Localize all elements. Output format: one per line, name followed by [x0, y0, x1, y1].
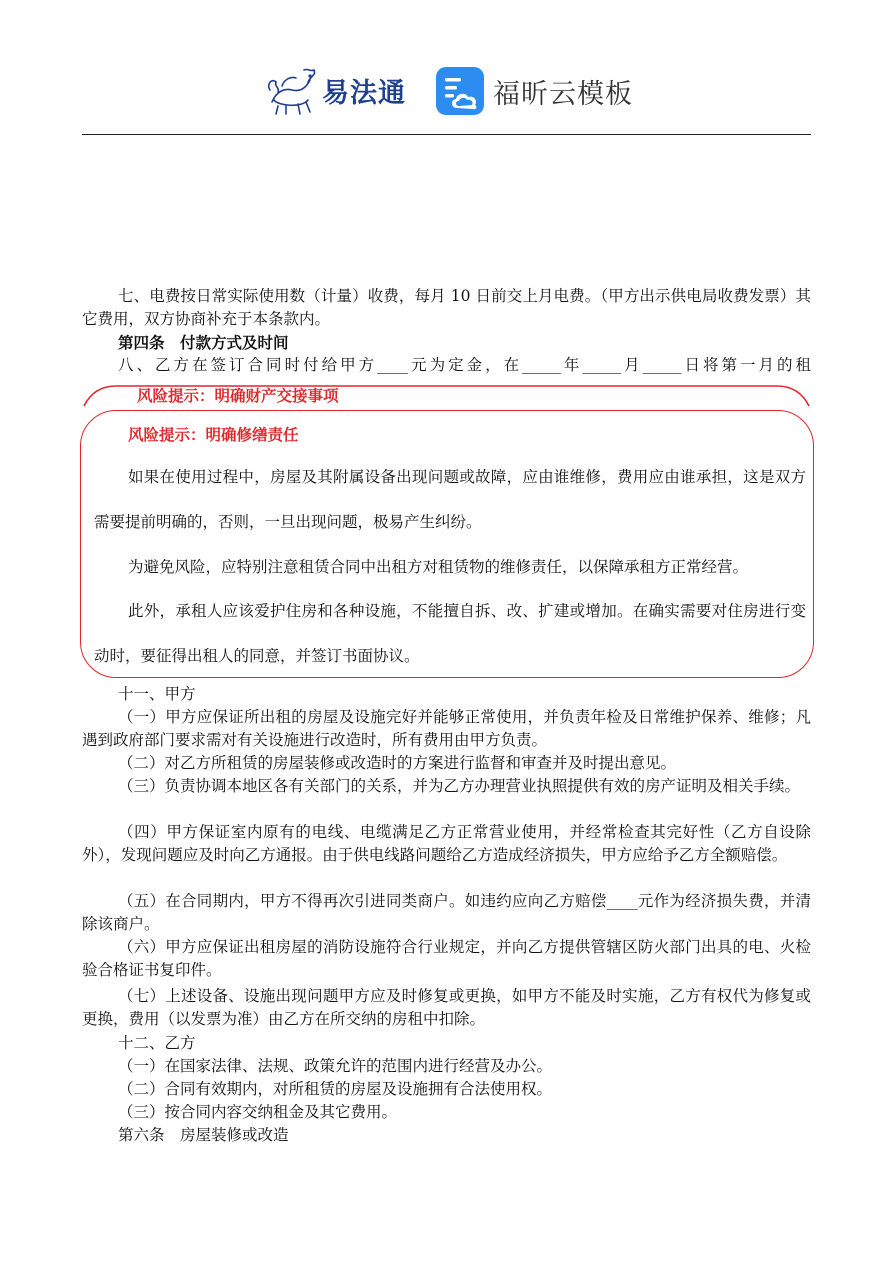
header-divider — [82, 134, 811, 135]
article-6-heading: 第六条 房屋装修或改造 — [118, 1126, 289, 1144]
clause-7-electricity: 七、电费按日常实际使用数（计量）收费，每月 10 日前交上月电费。（甲方出示供电局收费发票）其它费用，双方协商补充于本条款内。 — [82, 287, 811, 328]
clause-11-item-1: （一）甲方应保证所出租的房屋及设施完好并能够正常使用，并负责年检及日常维护保养、维修；凡遇到政府部门要求需对有关设施进行改造时，所有费用由甲方负责。 — [82, 708, 811, 749]
clause-11-item-7: （七）上述设备、设施出现问题甲方应及时修复或更换，如甲方不能及时实施，乙方有权代为修复或更换，费用（以发票为准）由乙方在所交纳的房租中扣除。 — [82, 987, 811, 1028]
clause-12-party-b-heading: 十二、乙方 — [118, 1034, 196, 1052]
clause-11-party-a-heading: 十一、甲方 — [118, 685, 196, 703]
yifatong-logo-text: 易法通 — [322, 77, 406, 109]
yifatong-logo — [262, 62, 412, 118]
fuxin-logo-text: 福昕云模板 — [493, 78, 633, 110]
clause-11-item-3: （三）负责协调本地区各有关部门的关系，并为乙方办理营业执照提供有效的房产证明及相关手续。 — [118, 777, 801, 795]
clause-8-payment: 八、乙方在签订合同时付给甲方____元为定金，在_____年_____月_____日将第一月的租 — [118, 356, 811, 374]
risk-title-property-handover: 风险提示：明确财产交接事项 — [137, 387, 339, 405]
page-header — [0, 60, 893, 124]
risk-paragraph-1: 如果在使用过程中，房屋及其附属设备出现问题或故障，应由谁维修，费用应由谁承担，这是双方需要提前明确的，否则，一旦出现问题，极易产生纠纷。 — [94, 468, 806, 531]
cloud-template-icon — [435, 66, 485, 116]
risk-paragraph-2: 为避免风险，应特别注意租赁合同中出租方对租赁物的维修责任，以保障承租方正常经营。 — [128, 558, 749, 576]
clause-11-item-4: （四）甲方保证室内原有的电线、电缆满足乙方正常营业使用，并经常检查其完好性（乙方自设除外），发现问题应及时向乙方通报。由于供电线路问题给乙方造成经济损失，甲方应给予乙方全额赔偿。 — [82, 823, 811, 864]
clause-12-item-1: （一）在国家法律、法规、政策允许的范围内进行经营及办公。 — [118, 1057, 553, 1075]
clause-11-item-2: （二）对乙方所租赁的房屋装修或改造时的方案进行监督和审查并及时提出意见。 — [118, 754, 677, 772]
clause-12-item-2: （二）合同有效期内，对所租赁的房屋及设施拥有合法使用权。 — [118, 1080, 553, 1098]
risk-title-repair-responsibility: 风险提示：明确修缮责任 — [128, 426, 299, 444]
clause-12-item-3: （三）按合同内容交纳租金及其它费用。 — [118, 1103, 398, 1121]
fuxin-logo — [435, 66, 633, 116]
article-4-heading: 第四条 付款方式及时间 — [118, 333, 289, 352]
qilin-emblem-icon — [262, 62, 320, 118]
clause-11-item-6: （六）甲方应保证出租房屋的消防设施符合行业规定，并向乙方提供管辖区防火部门出具的电、火检验合格证书复印件。 — [82, 938, 811, 979]
clause-11-item-5: （五）在合同期内，甲方不得再次引进同类商户。如违约应向乙方赔偿____元作为经济损失费，并清除该商户。 — [82, 892, 811, 933]
risk-paragraph-3: 此外，承租人应该爱护住房和各种设施，不能擅自拆、改、扩建或增加。在确实需要对住房进行变动时，要征得出租人的同意，并签订书面协议。 — [94, 602, 806, 665]
